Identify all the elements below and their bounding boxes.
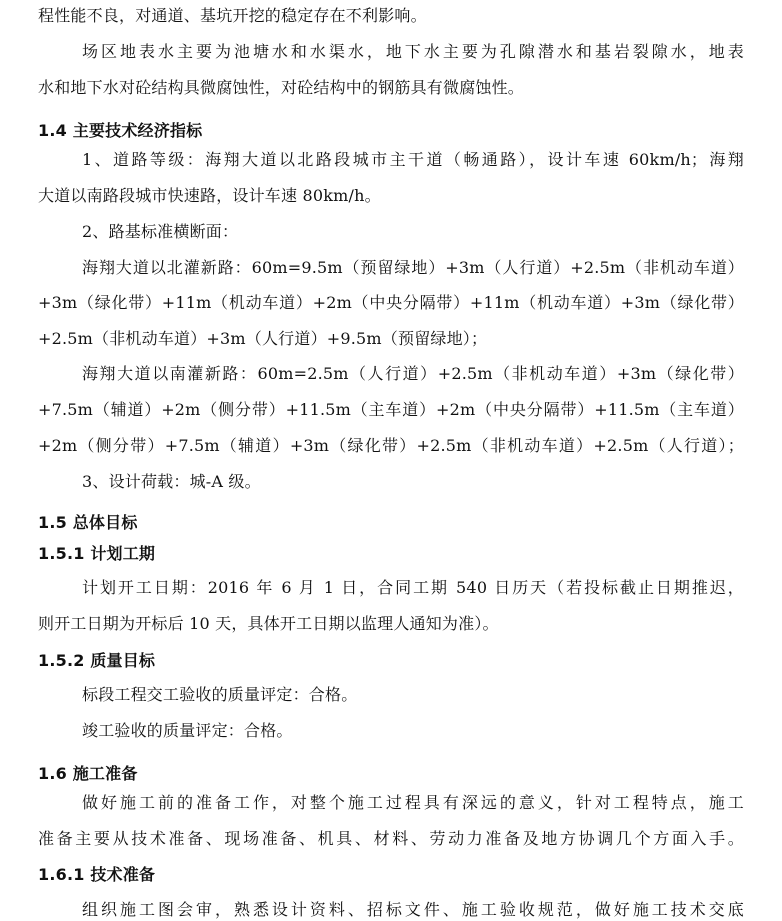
subsection-heading-1-5-1: 1.5.1 计划工期 [38,544,156,563]
paragraph-line: 水和地下水对砼结构具微腐蚀性，对砼结构中的钢筋具有微腐蚀性。 [38,78,525,97]
section-heading-1-6: 1.6 施工准备 [38,764,138,783]
paragraph-line: 3、设计荷载：城-A 级。 [82,472,261,491]
paragraph-line: 做好施工前的准备工作，对整个施工过程具有深远的意义，针对工程特点，施工 [82,793,744,812]
section-heading-1-4: 1.4 主要技术经济指标 [38,121,203,140]
paragraph-line: 竣工验收的质量评定：合格。 [82,721,293,740]
paragraph-line: 1、道路等级：海翔大道以北路段城市主干道（畅通路），设计车速 60km/h；海翔 [82,150,744,169]
paragraph-line: 海翔大道以南灌新路：60m=2.5m（人行道）+2.5m（非机动车道）+3m（绿化带） [82,364,744,383]
paragraph-line: +3m（绿化带）+11m（机动车道）+2m（中央分隔带）+11m（机动车道）+3m（绿化带） [38,293,744,312]
paragraph-line: 组织施工图会审，熟悉设计资料、招标文件、施工验收规范，做好施工技术交底 [82,900,744,919]
paragraph-line: 2、路基标准横断面： [82,222,239,241]
paragraph-line: 则开工日期为开标后 10 天，具体开工日期以监理人通知为准）。 [38,614,499,633]
paragraph-line: 标段工程交工验收的质量评定：合格。 [82,685,358,704]
paragraph-line: 场区地表水主要为池塘水和水渠水，地下水主要为孔隙潜水和基岩裂隙水，地表 [82,42,744,61]
paragraph-line: 程性能不良，对通道、基坑开挖的稳定存在不利影响。 [38,6,427,25]
subsection-heading-1-5-2: 1.5.2 质量目标 [38,651,156,670]
paragraph-line: 计划开工日期：2016 年 6 月 1 日，合同工期 540 日历天（若投标截止日期推迟， [82,578,744,597]
subsection-heading-1-6-1: 1.6.1 技术准备 [38,865,156,884]
paragraph-line: +2m（侧分带）+7.5m（辅道）+3m（绿化带）+2.5m（非机动车道）+2.5m（人行道）； [38,436,744,455]
paragraph-line: 大道以南路段城市快速路，设计车速 80km/h。 [38,186,381,205]
paragraph-line: 准备主要从技术准备、现场准备、机具、材料、劳动力准备及地方协调几个方面入手。 [38,829,744,848]
section-heading-1-5: 1.5 总体目标 [38,513,138,532]
paragraph-line: +7.5m（辅道）+2m（侧分带）+11.5m（主车道）+2m（中央分隔带）+11.5m（主车道） [38,400,744,419]
paragraph-line: +2.5m（非机动车道）+3m（人行道）+9.5m（预留绿地）； [38,329,488,348]
paragraph-line: 海翔大道以北灌新路：60m=9.5m（预留绿地）+3m（人行道）+2.5m（非机动车道） [82,258,744,277]
